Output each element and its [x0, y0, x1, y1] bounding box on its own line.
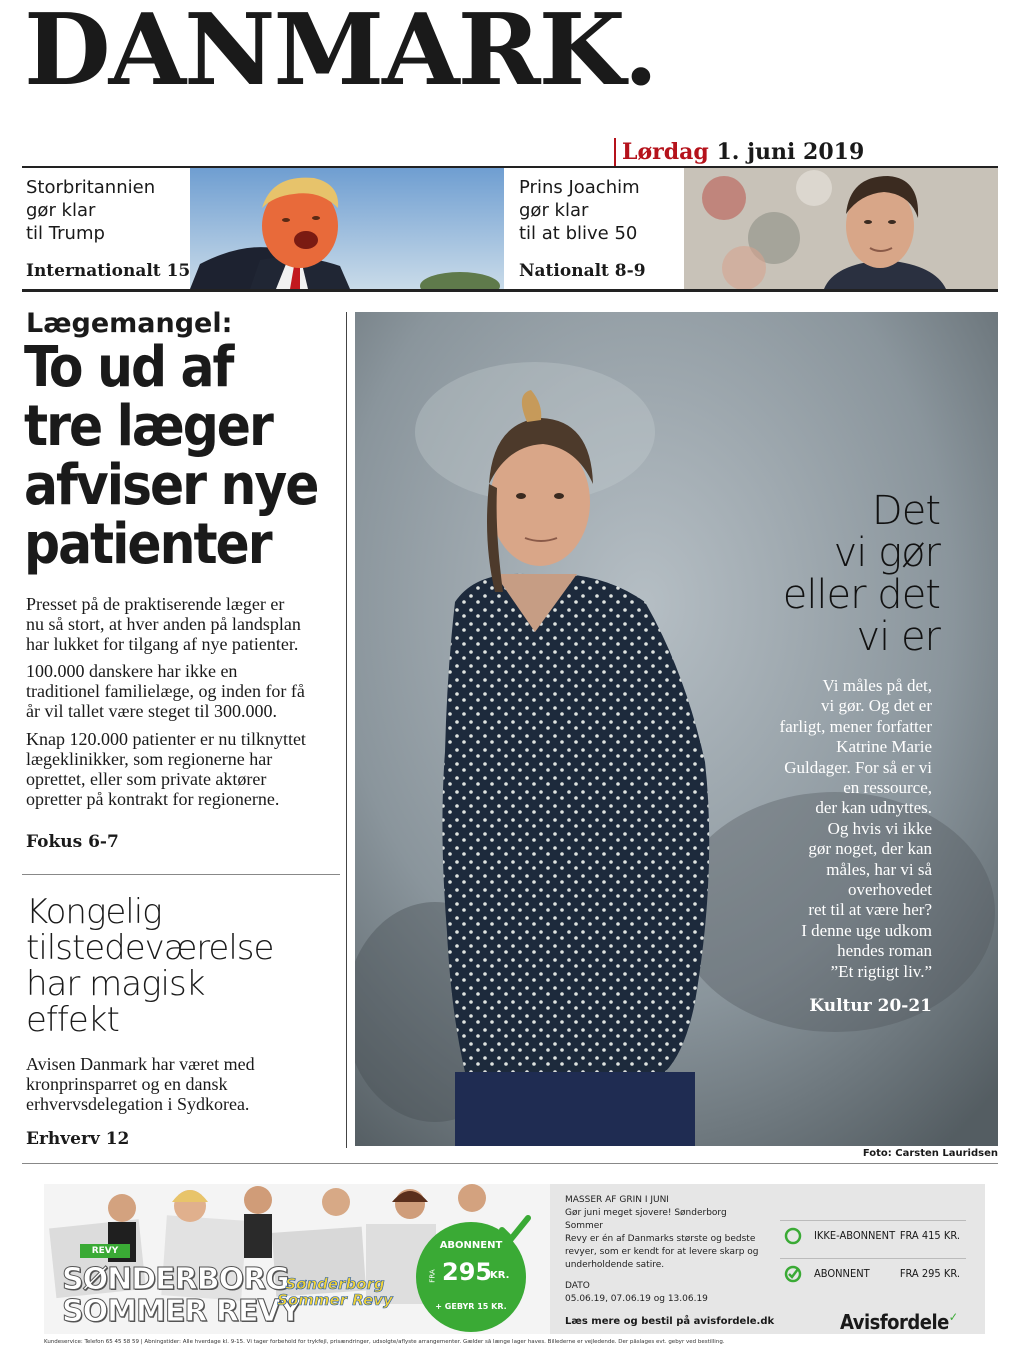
main-story-ref[interactable]: Fokus 6-7	[26, 832, 119, 852]
feature-photo[interactable]	[355, 312, 998, 1146]
teaser-trump-ref: Internationalt 15	[26, 261, 191, 281]
teaser-trump-text: Storbritannien gør klar til Trump	[26, 177, 156, 244]
photo-credit: Foto: Carsten Lauridsen	[862, 1148, 998, 1159]
second-story-ref[interactable]: Erhverv 12	[26, 1129, 130, 1149]
avisfordele-logo[interactable]: Avisfordele✓	[840, 1310, 958, 1334]
badge-check-icon	[499, 1214, 531, 1244]
teaser-joachim-ref: Nationalt 8-9	[519, 261, 646, 281]
column-divider	[22, 874, 340, 875]
teaser-joachim-text: Prins Joachim gør klar til at blive 50	[519, 177, 640, 244]
circle-icon	[784, 1227, 802, 1245]
revy-logo: Sønderborg Sommer Revy	[277, 1275, 393, 1309]
masthead: DANMARK.	[24, 0, 657, 108]
ad-info	[565, 1194, 765, 1306]
trump-photo	[190, 168, 504, 289]
ad-date-label: DATO	[565, 1281, 590, 1291]
price-row-non-subscriber: IKKE-ABONNENT FRA 415 KR.	[780, 1220, 966, 1250]
teaser-bar	[22, 166, 998, 292]
main-story-paragraph-1: Presset på de praktiserende læger er nu så stort, at hver anden på landsplan har lukket for tilgang af nye patienter.	[26, 594, 301, 654]
joachim-photo	[684, 168, 998, 289]
ad-cta-link[interactable]: Læs mere og bestil på avisfordele.dk	[565, 1316, 775, 1327]
footer-customer-service: Kundeservice: Telefon 65 45 58 59 | Åbningstider: Alle hverdage kl. 9-15. Vi tager forbehold for trykfejl, prisændringer, udsolgte/aflyste arrangementer. Gælder så længe lager haves. Billederne er vejledende. Der påslages evt. gebyr ved bestilling.	[44, 1339, 725, 1345]
ad-title: SØNDERBORG SOMMER REVY	[62, 1262, 301, 1329]
check-circle-icon	[784, 1265, 802, 1283]
main-story-paragraph-2: 100.000 danskere har ikke en traditionel familielæge, og inden for få år vil tallet være steget til 300.000.	[26, 661, 305, 721]
main-story-kicker: Lægemangel:	[26, 308, 233, 339]
vertical-divider	[346, 312, 347, 1148]
ad-body: Gør juni meget sjovere! Sønderborg Sommer Revy er én af Danmarks største og bedste revyer, som er kendt for at levere skarp og underholdende satire.	[565, 1208, 759, 1270]
feature-title[interactable]: Det vi gør eller det vi er	[782, 488, 940, 660]
bottom-rule	[22, 1163, 998, 1164]
dateline-day: Lørdag	[622, 139, 709, 165]
second-story-body: Avisen Danmark har været med kronprinsparret og en dansk erhvervsdelegation i Sydkorea.	[26, 1054, 255, 1114]
price-badge: ABONNENT FRA 295 KR. + GEBYR 15 KR.	[416, 1222, 526, 1332]
ad-heading: MASSER AF GRIN I JUNI	[565, 1195, 669, 1205]
price-row-subscriber: ABONNENT FRA 295 KR.	[780, 1258, 966, 1288]
main-story-headline[interactable]: To ud af tre læger afviser nye patienter	[24, 335, 318, 577]
ad-image	[44, 1184, 550, 1334]
revy-tag: REVY	[80, 1244, 130, 1258]
ad-banner[interactable]	[44, 1184, 985, 1334]
second-story-headline[interactable]: Kongelig tilstedeværelse har magisk effekt	[26, 892, 274, 1040]
logo-check-icon: ✓	[948, 1310, 958, 1324]
feature-ref[interactable]: Kultur 20-21	[809, 996, 932, 1016]
ad-dates: 05.06.19, 07.06.19 og 13.06.19	[565, 1294, 708, 1304]
feature-body: Vi måles på det, vi gør. Og det er farligt, mener forfatter Katrine Marie Guldager. For så er vi en ressource, der kan udnyttes. Og hvis vi ikke gør noget, der kan måles, har vi så overhovedet ret til at være her? I denne uge udkom hendes roman ”Et rigtigt liv.”	[779, 676, 932, 981]
dateline-date: 1. juni 2019	[716, 139, 865, 165]
main-story-paragraph-3: Knap 120.000 patienter er nu tilknyttet lægeklinikker, som regionerne har oprettet, eller som private aktører opretter på kontrakt for regionerne.	[26, 729, 306, 809]
dateline	[614, 138, 864, 166]
